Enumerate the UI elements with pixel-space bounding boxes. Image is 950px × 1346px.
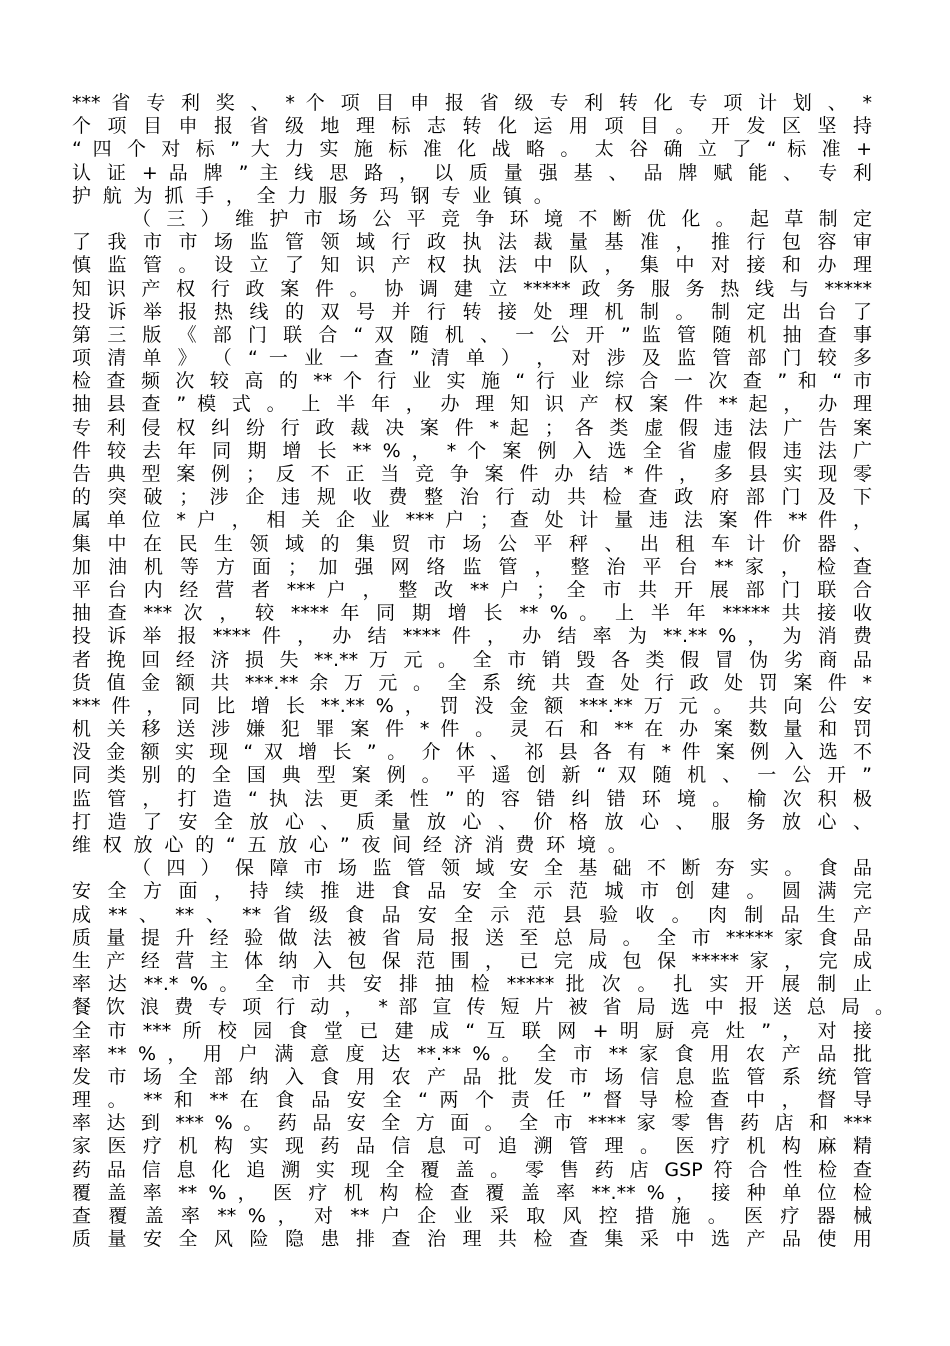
text-line: 知 识 产 权 行 政 案 件 。 协 调 建 立 ***** 政 务 服 务 热 线 与 ***** — [72, 277, 872, 300]
text-line: 查 覆 盖 率 ** % ， 对 ** 户 企 业 采 取 风 控 措 施 。 医 疗 器 械 — [72, 1205, 872, 1227]
document-body — [72, 92, 894, 1251]
text-line: 家 医 疗 机 构 实 现 药 品 信 息 可 追 溯 管 理 。 医 疗 机 构 麻 精 — [72, 1135, 872, 1158]
text-line: 认 证 + 品 牌 ” 主 线 思 路 ， 以 质 量 强 基 、 品 牌 赋 能 、 专 利 — [72, 161, 872, 184]
text-line: 理 。 ** 和 ** 在 食 品 安 全 “ 两 个 责 任 ” 督 导 检 查 中 ， 督 导 — [72, 1089, 872, 1112]
text-line: 专 利 侵 权 纠 纷 行 政 裁 决 案 件 * 起 ； 各 类 虚 假 违 法 广 告 案 — [72, 416, 872, 439]
text-line: 机 关 移 送 涉 嫌 犯 罪 案 件 * 件 。 灵 石 和 ** 在 办 案 数 量 和 罚 — [72, 718, 872, 741]
text-line: 抽 县 查 ” 模 式 。 上 半 年 ， 办 理 知 识 产 权 案 件 ** 起 ， 办 理 — [72, 393, 872, 416]
text-line: 货 值 金 额 共 ***.** 余 万 元 。 全 系 统 共 查 处 行 政 处 罚 案 件 * — [72, 671, 872, 694]
text-line: 覆 盖 率 ** % ， 医 疗 机 构 检 查 覆 盖 率 **.** % ， 接 种 单 位 检 — [72, 1181, 872, 1204]
text-line: 餐 饮 浪 费 专 项 行 动 ， * 部 宣 传 短 片 被 省 局 选 中 报 送 总 局 。 — [72, 996, 894, 1019]
text-line: *** 件 ， 同 比 增 长 **.** % ， 罚 没 金 额 ***.** 万 元 。 共 向 公 安 — [72, 694, 872, 717]
text-line: 率 达 **.* % 。 全 市 共 安 排 抽 检 ***** 批 次 。 扎 实 开 展 制 止 — [72, 973, 872, 996]
text-line: 成 ** 、 ** 、 ** 省 级 食 品 安 全 示 范 县 验 收 。 肉 制 品 生 产 — [72, 903, 872, 926]
text-line: “ 四 个 对 标 ” 大 力 实 施 标 准 化 战 略 。 太 谷 确 立 了 “ 标 准 + — [72, 138, 872, 161]
text-line: *** 省 专 利 奖 、 * 个 项 目 申 报 省 级 专 利 转 化 专 项 计 划 、 * — [72, 92, 872, 114]
text-line: 投 诉 举 报 热 线 的 双 号 并 行 转 接 处 理 机 制 。 制 定 出 台 了 — [72, 300, 872, 323]
text-line: 安 全 方 面 ， 持 续 推 进 食 品 安 全 示 范 城 市 创 建 。 圆 满 完 — [72, 880, 872, 903]
text-line: 第 三 版 《 部 门 联 合 “ 双 随 机 、 一 公 开 ” 监 管 随 机 抽 查 事 — [72, 323, 872, 346]
text-line: 药 品 信 息 化 追 溯 实 现 全 覆 盖 。 零 售 药 店 GSP 符 合 性 检 查 — [72, 1158, 872, 1181]
text-line: 监 管 ， 打 造 “ 执 法 更 柔 性 ” 的 容 错 纠 错 环 境 。 榆 次 积 极 — [72, 787, 872, 810]
text-line: 同 类 别 的 全 国 典 型 案 例 。 平 遥 创 新 “ 双 随 机 、 一 公 开 ” — [72, 764, 872, 787]
text-line: 质 量 安 全 风 险 隐 患 排 查 治 理 共 检 查 集 采 中 选 产 品 使 用 — [72, 1228, 872, 1251]
text-line: 抽 查 *** 次 ， 较 **** 年 同 期 增 长 ** % 。 上 半 年 ***** 共 接 收 — [72, 602, 872, 625]
text-line: 平 台 内 经 营 者 *** 户 ， 整 改 ** 户 ； 全 市 共 开 展 部 门 联 合 — [72, 578, 872, 601]
text-line: 了 我 市 市 场 监 管 领 域 行 政 执 法 裁 量 基 准 ， 推 行 包 容 审 — [72, 231, 872, 254]
text-line: 质 量 提 升 经 验 做 法 被 省 局 报 送 至 总 局 。 全 市 ***** 家 食 品 — [72, 926, 872, 949]
text-line: 没 金 额 实 现 “ 双 增 长 ” 。 介 休 、 祁 县 各 有 * 件 案 例 入 选 不 — [72, 741, 872, 764]
text-line: 个 项 目 申 报 省 级 地 理 标 志 转 化 运 用 项 目 。 开 发 区 坚 持 — [72, 115, 872, 138]
text-line: 集 中 在 民 生 领 域 的 集 贸 市 场 公 平 秤 、 出 租 车 计 价 器 、 — [72, 532, 872, 555]
section-heading-line: （ 三 ） 维 护 市 场 公 平 竞 争 环 境 不 断 优 化 。 起 草 制 定 — [132, 207, 872, 230]
text-line: 生 产 经 营 主 体 纳 入 包 保 范 围 ， 已 完 成 包 保 ***** 家 ， 完 成 — [72, 949, 872, 972]
text-line: 加 油 机 等 方 面 ； 加 强 网 络 监 管 ， 整 治 平 台 ** 家 ， 检 查 — [72, 555, 872, 578]
text-line: 者 挽 回 经 济 损 失 **.** 万 元 。 全 市 销 毁 各 类 假 冒 伪 劣 商 品 — [72, 648, 872, 671]
text-line: 件 较 去 年 同 期 增 长 ** % ， * 个 案 例 入 选 全 省 虚 假 违 法 广 — [72, 439, 872, 462]
text-line: 率 达 到 *** % 。 药 品 安 全 方 面 。 全 市 **** 家 零 售 药 店 和 *** — [72, 1112, 872, 1135]
text-line: 全 市 *** 所 校 园 食 堂 已 建 成 “ 互 联 网 + 明 厨 亮 灶 ” ， 对 接 — [72, 1019, 872, 1042]
text-line: 发 市 场 全 部 纳 入 食 用 农 产 品 批 发 市 场 信 息 监 管 系 统 管 — [72, 1065, 872, 1088]
text-line: 打 造 了 安 全 放 心 、 质 量 放 心 、 价 格 放 心 、 服 务 放 心 、 — [72, 810, 872, 833]
paragraph-end-line: 维权放心的“五放心”夜间经济消费环境。 — [72, 834, 639, 856]
section-heading-line: （ 四 ） 保 障 市 场 监 管 领 域 安 全 基 础 不 断 夯 实 。 食 品 — [132, 857, 872, 880]
text-line: 项 清 单 》 （ “ 一 业 一 查 ” 清 单 ） ， 对 涉 及 监 管 部 门 较 多 — [72, 347, 872, 370]
text-line: 告 典 型 案 例 ； 反 不 正 当 竞 争 案 件 办 结 * 件 ， 多 县 实 现 零 — [72, 463, 872, 485]
text-line: 的 突 破 ； 涉 企 违 规 收 费 整 治 行 动 共 检 查 政 府 部 门 及 下 — [72, 486, 872, 509]
text-line: 慎 监 管 。 设 立 了 知 识 产 权 执 法 中 队 ， 集 中 对 接 和 办 理 — [72, 254, 872, 277]
paragraph-end-line: 护航为抓手，全力服务玛钢专业镇。 — [72, 184, 565, 207]
text-line: 属 单 位 * 户 ， 相 关 企 业 *** 户 ； 查 处 计 量 违 法 案 件 ** 件 ， — [72, 509, 872, 532]
text-line: 投 诉 举 报 **** 件 ， 办 结 **** 件 ， 办 结 率 为 **.** % ， 为 消 费 — [72, 625, 872, 648]
text-line: 率 ** % ， 用 户 满 意 度 达 **.** % 。 全 市 ** 家 食 用 农 产 品 批 — [72, 1042, 872, 1065]
text-line: 检 查 频 次 较 高 的 ** 个 行 业 实 施 “ 行 业 综 合 一 次 查 ” 和 “ 市 — [72, 370, 872, 393]
